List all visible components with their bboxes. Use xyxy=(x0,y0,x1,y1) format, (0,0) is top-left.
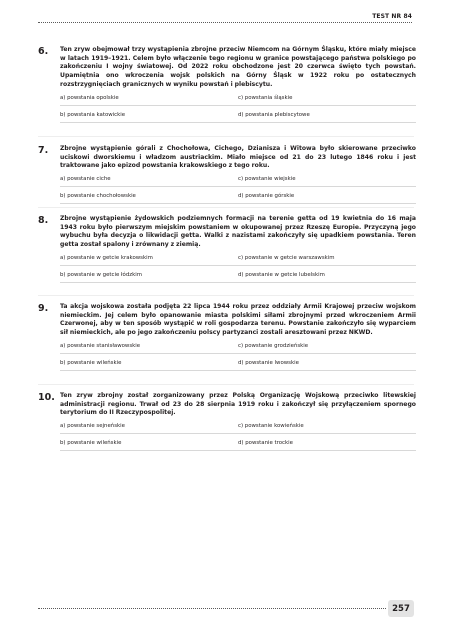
question-text: Zbrojne wystąpienie górali z Chochołowa, Cichego, Dzianisza i Witowa było skierowane przeciwko uciskowi dworskiemu i władzom austriackim. Miało miejsce od 21 do 23 lutego 1846 roku i jest traktowane jako epizod powstania krakowskiego z tego roku. xyxy=(60,145,416,170)
answer-option-d[interactable]: d) powstanie w getcie lubelskim xyxy=(238,272,416,283)
answer-option-b[interactable]: b) powstanie chochołowskie xyxy=(60,193,238,204)
bottom-dotted-divider xyxy=(38,608,386,609)
answer-option-d[interactable]: d) powstanie lwowskie xyxy=(238,360,416,371)
question-number: 9. xyxy=(38,303,49,314)
answer-option-a[interactable]: a) powstanie sejneńskie xyxy=(60,423,238,434)
question-divider xyxy=(38,207,414,208)
question-10 xyxy=(38,392,416,451)
question-text: Zbrojne wystąpienie żydowskich podziemnych formacji na terenie getta od 19 kwietnia do 16 maja 1943 roku było pierwszym miejskim powstaniem w okupowanej przez Rzeszę Europie. Przyczyną jego wybuchu była decyzja o likwidacji getta. Walki z nazistami zakończyły się upadkiem powstania. Teren getta został spalony i zrównany z ziemią. xyxy=(60,215,416,249)
answer-option-d[interactable]: d) powstanie górskie xyxy=(238,193,416,204)
question-number: 8. xyxy=(38,215,49,226)
question-text: Ta akcja wojskowa została podjęta 22 lipca 1944 roku przez oddziały Armii Krajowej przeciw wojskom niemieckim. Jej celem było opanowanie miasta polskimi siłami zbrojnymi przed wkroczeniem Armii Czerwonej, aby w ten sposób wystąpić w roli gospodarza terenu. Powstanie zakończyło się wyparciem sił niemieckich, ale po jego zakończeniu polscy partyzanci zostali aresztowani przez NKWD. xyxy=(60,303,416,337)
question-text: Ten zryw zbrojny został zorganizowany przez Polską Organizację Wojskową przeciwko litewskiej administracji regionu. Trwał od 23 do 28 sierpnia 1919 roku i zakończył się przyłączeniem spornego terytorium do II Rzeczypospolitej. xyxy=(60,392,416,417)
answer-option-b[interactable]: b) powstanie w getcie łódzkim xyxy=(60,272,238,283)
question-number: 6. xyxy=(38,46,49,57)
question-8 xyxy=(38,215,416,283)
test-number-label: TEST NR 84 xyxy=(372,13,412,20)
answer-options xyxy=(60,255,416,283)
answer-option-b[interactable]: b) powstanie wileńskie xyxy=(60,360,238,371)
answer-option-d[interactable]: d) powstanie trockie xyxy=(238,440,416,451)
answer-option-d[interactable]: d) powstania plebiscytowe xyxy=(238,112,416,123)
question-number: 7. xyxy=(38,145,49,156)
answer-options xyxy=(60,423,416,451)
answer-option-c[interactable]: c) powstanie w getcie warszawskim xyxy=(238,255,416,266)
answer-option-b[interactable]: b) powstanie wileńskie xyxy=(60,440,238,451)
question-divider xyxy=(38,136,414,137)
question-number: 10. xyxy=(38,392,55,403)
answer-option-a[interactable]: a) powstania opolskie xyxy=(60,95,238,106)
answer-option-c[interactable]: c) powstanie kowieńskie xyxy=(238,423,416,434)
top-dotted-divider xyxy=(38,22,412,23)
answer-options xyxy=(60,95,416,123)
answer-option-c[interactable]: c) powstanie wiejskie xyxy=(238,176,416,187)
question-divider xyxy=(38,295,414,296)
answer-options xyxy=(60,176,416,204)
answer-option-c[interactable]: c) powstania śląskie xyxy=(238,95,416,106)
answer-option-a[interactable]: a) powstanie w getcie krakowskim xyxy=(60,255,238,266)
answer-option-c[interactable]: c) powstanie grodzieńskie xyxy=(238,343,416,354)
answer-options xyxy=(60,343,416,371)
question-7 xyxy=(38,145,416,204)
answer-option-a[interactable]: a) powstanie ciche xyxy=(60,176,238,187)
answer-option-b[interactable]: b) powstania katowickie xyxy=(60,112,238,123)
question-6 xyxy=(38,46,416,123)
question-divider xyxy=(38,384,414,385)
question-text: Ten zryw obejmował trzy wystąpienia zbrojne przeciw Niemcom na Górnym Śląsku, które miały miejsce w latach 1919–1921. Celem było włączenie tego regionu w granice powstającego państwa polskiego po zakończeniu I wojny światowej. Od 2022 roku obchodzone jest 20 czerwca święto tych powstań. Upamiętnia ono wkroczenia wojsk polskich na Górny Śląsk w 1922 roku po ostatecznych rozstrzygnięciach granicznych w wyniku powstań i plebiscytu. xyxy=(60,46,416,88)
question-9 xyxy=(38,303,416,371)
answer-option-a[interactable]: a) powstanie stanisławowskie xyxy=(60,343,238,354)
page-number: 257 xyxy=(388,600,414,617)
